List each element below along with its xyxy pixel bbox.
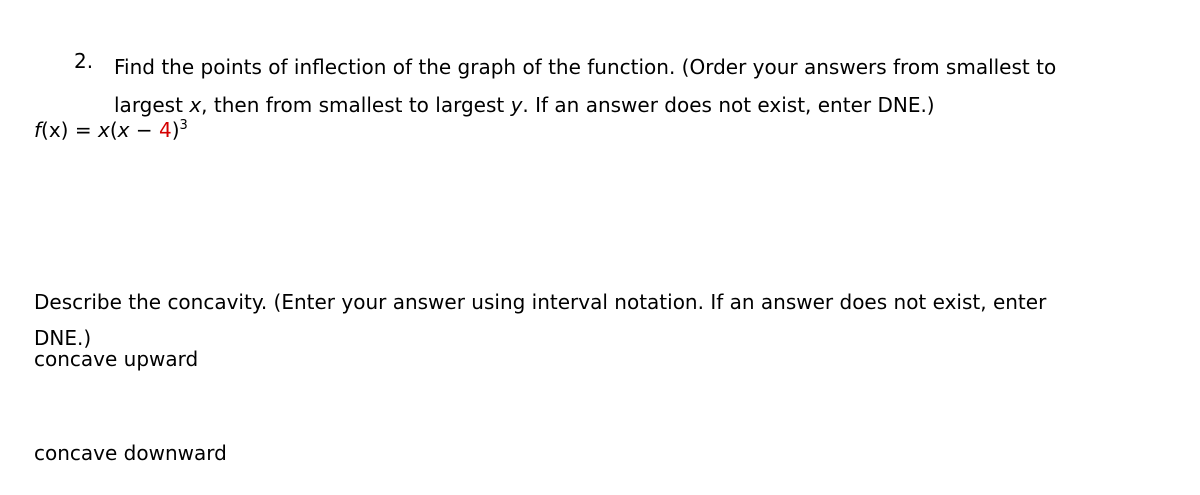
prompt-text-dne: . If an answer does not exist, enter DNE.): [522, 93, 935, 117]
function-minus: −: [129, 118, 159, 142]
concave-upward-answer-area[interactable]: [34, 380, 434, 420]
concave-upward-label: concave upward: [34, 347, 199, 371]
concavity-prompt-line-1: Describe the concavity. (Enter your answer using interval notation. If an answer does not exist, enter: [34, 290, 1047, 314]
prompt-var-x: x: [189, 93, 202, 117]
concavity-prompt: [34, 284, 1174, 356]
function-close-paren: ): [171, 118, 180, 142]
question-number: 2.: [74, 49, 94, 73]
function-arg: (x) =: [41, 118, 98, 142]
function-definition: [34, 113, 188, 143]
function-constant: 4: [158, 118, 172, 142]
inflection-answer-area[interactable]: [34, 160, 434, 200]
function-x-inner: x: [117, 118, 130, 142]
function-exponent: 3: [179, 118, 188, 133]
question-prompt: [114, 48, 1184, 124]
prompt-text-then: , then from smallest to largest: [201, 93, 511, 117]
question-prompt-line-1: Find the points of inflection of the graph of the function. (Order your answers from smallest to: [114, 55, 1057, 79]
concavity-prompt-line-2: DNE.): [34, 326, 92, 350]
prompt-var-y: y: [510, 93, 523, 117]
prompt-text-largest: largest: [114, 93, 190, 117]
function-x-factor: x: [97, 118, 110, 142]
function-open-paren: (: [109, 118, 118, 142]
function-name: f: [34, 118, 42, 142]
question-prompt-line-2: [114, 86, 1184, 124]
concave-downward-label: concave downward: [34, 441, 227, 465]
